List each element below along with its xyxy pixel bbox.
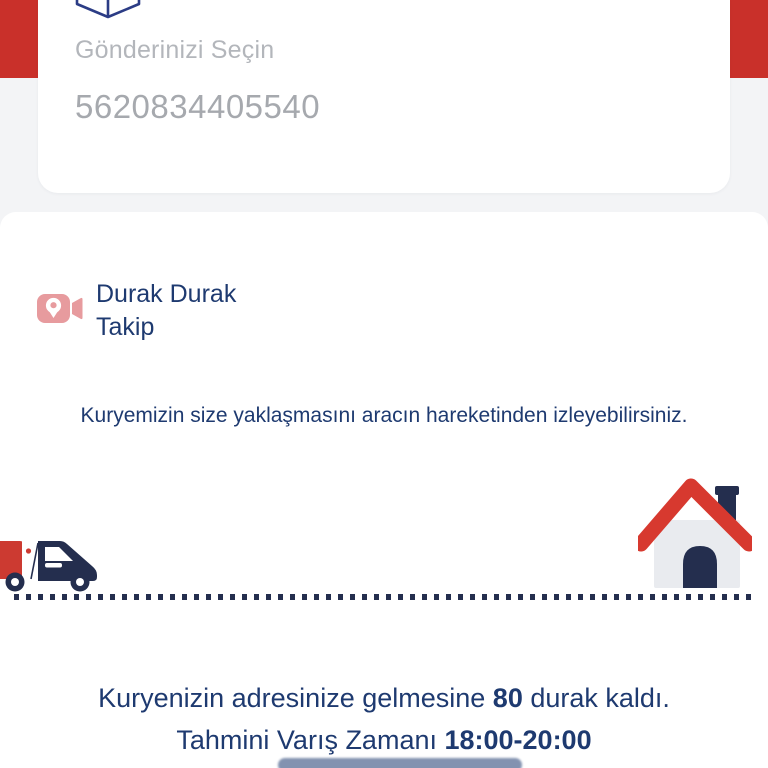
- eta-value: 18:00-20:00: [444, 725, 592, 755]
- eta-text: [0, 725, 768, 756]
- eta-label: Tahmini Varış Zamanı: [176, 725, 445, 755]
- stop-tracking-card: [0, 212, 768, 768]
- delivery-truck-icon: [0, 539, 110, 595]
- stops-remaining-text: [0, 683, 768, 714]
- stops-remaining-prefix: Kuryenizin adresinize gelmesine: [98, 683, 493, 713]
- feature-header: [36, 278, 266, 344]
- shipment-selector-label: Gönderinizi Seçin: [75, 36, 275, 64]
- stops-remaining-count: 80: [492, 683, 523, 713]
- stops-remaining-suffix: durak kaldı.: [522, 683, 670, 713]
- feature-title: Durak Durak Takip: [96, 280, 237, 341]
- cutoff-next-element: [278, 758, 522, 768]
- tracking-number[interactable]: 5620834405540: [75, 88, 321, 125]
- package-cube-icon: [75, 0, 141, 19]
- feature-description: Kuryemizin size yaklaşmasını aracın hareketinden izleyebilirsiniz.: [80, 404, 688, 427]
- route-dotted-line: [14, 594, 752, 600]
- house-icon: [638, 476, 752, 592]
- camera-location-icon: [36, 290, 84, 330]
- shipment-selector-card[interactable]: [38, 0, 730, 193]
